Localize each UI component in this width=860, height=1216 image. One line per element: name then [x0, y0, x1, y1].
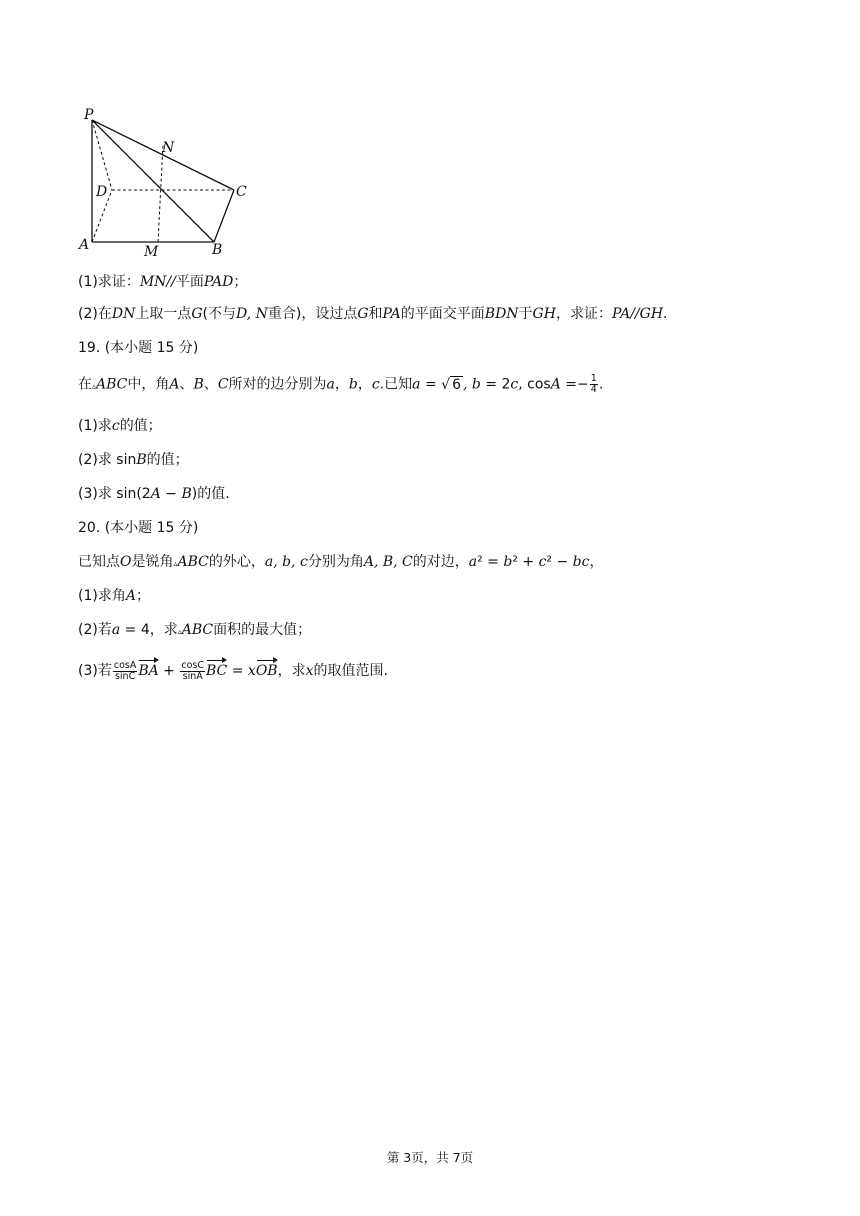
- q19-p1-m1: c: [111, 418, 120, 434]
- q20-m5: a: [468, 554, 478, 570]
- q18-p2-t5: 和: [368, 306, 383, 322]
- fraction-denominator: sinA: [182, 670, 203, 682]
- q20-t3: 的外心，: [208, 554, 265, 570]
- q20-part1: [78, 586, 150, 606]
- q20-p3-t1: (3)若: [78, 663, 112, 679]
- q20-p1-t2: ；: [135, 588, 150, 604]
- fraction-denominator: 4: [590, 384, 597, 395]
- q18-p2-t7: 于: [518, 306, 533, 322]
- q19-t4: 、: [203, 376, 218, 393]
- q20-p2-m2: ABC: [181, 622, 214, 638]
- q18-p2-m8: PA//GH: [611, 306, 664, 322]
- q19-m9: , b: [463, 376, 481, 393]
- q19-p2-t1: (2)求 sin: [78, 452, 137, 468]
- q20-t1: 已知点: [78, 554, 120, 570]
- q20-part3: [78, 658, 388, 682]
- q18-p1-prefix: (1)求证：: [78, 274, 140, 290]
- triangle-icon: ▵: [173, 559, 178, 568]
- q19-p1-t1: (1)求: [78, 418, 112, 434]
- q20-p3-m2: x: [305, 663, 314, 679]
- q19-t3: 、: [179, 376, 194, 393]
- q20-t2: 是锐角: [131, 554, 174, 570]
- q18-p2-t3: (不与: [202, 306, 236, 322]
- q18-p2-m2: G: [191, 306, 203, 322]
- q19-t8: .已知: [379, 376, 413, 393]
- q20-t4: 分别为角: [307, 554, 364, 570]
- q20-m1: O: [120, 554, 132, 570]
- q19-part2: [78, 450, 189, 470]
- q20-plus: +: [158, 663, 180, 679]
- label-N: N: [162, 140, 175, 156]
- q18-p1-tail: ；: [233, 274, 248, 290]
- sqrt-sign: √ 6: [441, 376, 461, 393]
- q19-t2: 中，角: [127, 376, 170, 393]
- label-M: M: [144, 244, 159, 260]
- q20-m6: b: [503, 554, 513, 570]
- q20-p1-m1: A: [125, 588, 136, 604]
- q20-stem: [78, 552, 603, 574]
- q18-p2-t6: 的平面交平面: [400, 306, 485, 322]
- q20-fraction-1: [113, 661, 137, 682]
- q20-m7: c: [538, 554, 547, 570]
- label-B: B: [212, 242, 223, 258]
- q19-t6: ，: [334, 376, 349, 393]
- vector-ba: BA: [138, 658, 158, 681]
- label-D: D: [96, 184, 108, 200]
- q20-p2-t1: (2)若: [78, 622, 112, 638]
- q18-p2-t2: 上取一点: [135, 306, 192, 322]
- q19-p3-t2: −: [160, 486, 182, 502]
- q19-p2-m1: B: [136, 452, 147, 468]
- q18-part1: [78, 272, 247, 292]
- triangle-icon: ▵: [177, 627, 182, 636]
- q18-p2-t4: 重合)，设过点: [267, 306, 358, 322]
- q19-p2-t2: 的值；: [146, 452, 189, 468]
- label-C: C: [236, 184, 247, 200]
- page-footer: 第 3页，共 7页: [386, 1150, 474, 1165]
- q18-p2-t9: .: [663, 306, 668, 322]
- q20-m4: A, B, C: [363, 554, 413, 570]
- q19-p3-m2: B: [181, 486, 192, 502]
- q19-m6: b: [348, 376, 358, 393]
- q20-p1-t1: (1)求角: [78, 588, 126, 604]
- q19-part3: [78, 484, 230, 504]
- q18-part2: [78, 304, 667, 324]
- q20-p2-t2: = 4，求: [120, 622, 178, 638]
- q18-p1-mid: 平面: [175, 274, 204, 290]
- q20-p3-t3: 的取值范围.: [313, 663, 388, 679]
- q18-p2-t8: ，求证：: [555, 306, 612, 322]
- q20-m8: bc: [572, 554, 590, 570]
- q19-t10: .: [598, 376, 604, 393]
- q19-m11: A: [550, 376, 561, 393]
- q18-p2-t1: (2)在: [78, 306, 112, 322]
- q19-m8: a: [412, 376, 421, 393]
- q19-stem: [78, 374, 603, 397]
- q18-p2-m4: G: [357, 306, 369, 322]
- q19-p3-t1: (3)求 sin(2: [78, 486, 151, 502]
- q20-fraction-2: [180, 661, 205, 682]
- q18-p1-math: MN//: [139, 274, 176, 290]
- vector-ob: OB: [256, 658, 278, 681]
- q19-eq3: =−: [560, 376, 589, 393]
- q20-t5: 的对边，: [412, 554, 469, 570]
- sqrt-radicand: 6: [452, 376, 461, 393]
- q19-t5: 所对的边分别为: [228, 376, 327, 393]
- q19-m3: B: [193, 376, 204, 393]
- fraction-numerator: 1: [590, 373, 597, 384]
- q20-m3: a, b, c: [264, 554, 308, 570]
- fraction-numerator: cosA: [113, 659, 137, 671]
- q19-part1: [78, 416, 162, 436]
- q20-eq: =: [227, 663, 248, 679]
- q19-eq2: = 2: [480, 376, 511, 393]
- q20-t7: ² +: [512, 554, 539, 570]
- q19-p1-t2: 的值；: [119, 418, 162, 434]
- q20-p2-m1: a: [111, 622, 121, 638]
- q19-p3-t3: )的值.: [191, 486, 230, 502]
- q19-m4: C: [217, 376, 229, 393]
- q19-header: 19. (本小题 15 分): [78, 340, 199, 356]
- q19-t9: , cos: [518, 376, 551, 393]
- q20-m2: ABC: [177, 554, 209, 570]
- q18-p2-m5: PA: [382, 306, 401, 322]
- q19-m2: A: [169, 376, 180, 393]
- q20-p3-m1: x: [247, 663, 256, 679]
- q20-p2-t3: 面积的最大值；: [213, 622, 312, 638]
- q19-eq1: =: [420, 376, 442, 393]
- pyramid-figure: [74, 100, 254, 265]
- q19-fraction: [590, 374, 598, 395]
- q19-m5: a: [326, 376, 335, 393]
- q19-t1: 在: [78, 376, 92, 393]
- q19-m1: ABC: [96, 376, 128, 393]
- q19-p3-m1: A: [150, 486, 161, 502]
- q20-t6: ² =: [477, 554, 504, 570]
- fraction-numerator: cosC: [181, 659, 204, 671]
- vector-bc: BC: [206, 658, 227, 681]
- q20-part2: [78, 620, 311, 642]
- q20-t8: ² −: [546, 554, 573, 570]
- q20-p3-t2: ，求: [277, 663, 306, 679]
- label-A: A: [79, 237, 90, 253]
- q18-p2-m6: BDN: [484, 306, 519, 322]
- q19-t7: ，: [357, 376, 372, 393]
- label-P: P: [84, 107, 94, 123]
- q19-m10: c: [510, 376, 519, 393]
- q18-p2-m3: D, N: [235, 306, 268, 322]
- q20-t9: ，: [589, 554, 604, 570]
- fraction-denominator: sinC: [114, 670, 136, 682]
- triangle-icon: ▵: [92, 381, 97, 391]
- q18-p2-m7: GH: [532, 306, 556, 322]
- q18-p1-plane: PAD: [203, 274, 234, 290]
- q18-p2-m1: DN: [111, 306, 136, 322]
- q20-header: 20. (本小题 15 分): [78, 520, 199, 536]
- q19-m7: c: [371, 376, 380, 393]
